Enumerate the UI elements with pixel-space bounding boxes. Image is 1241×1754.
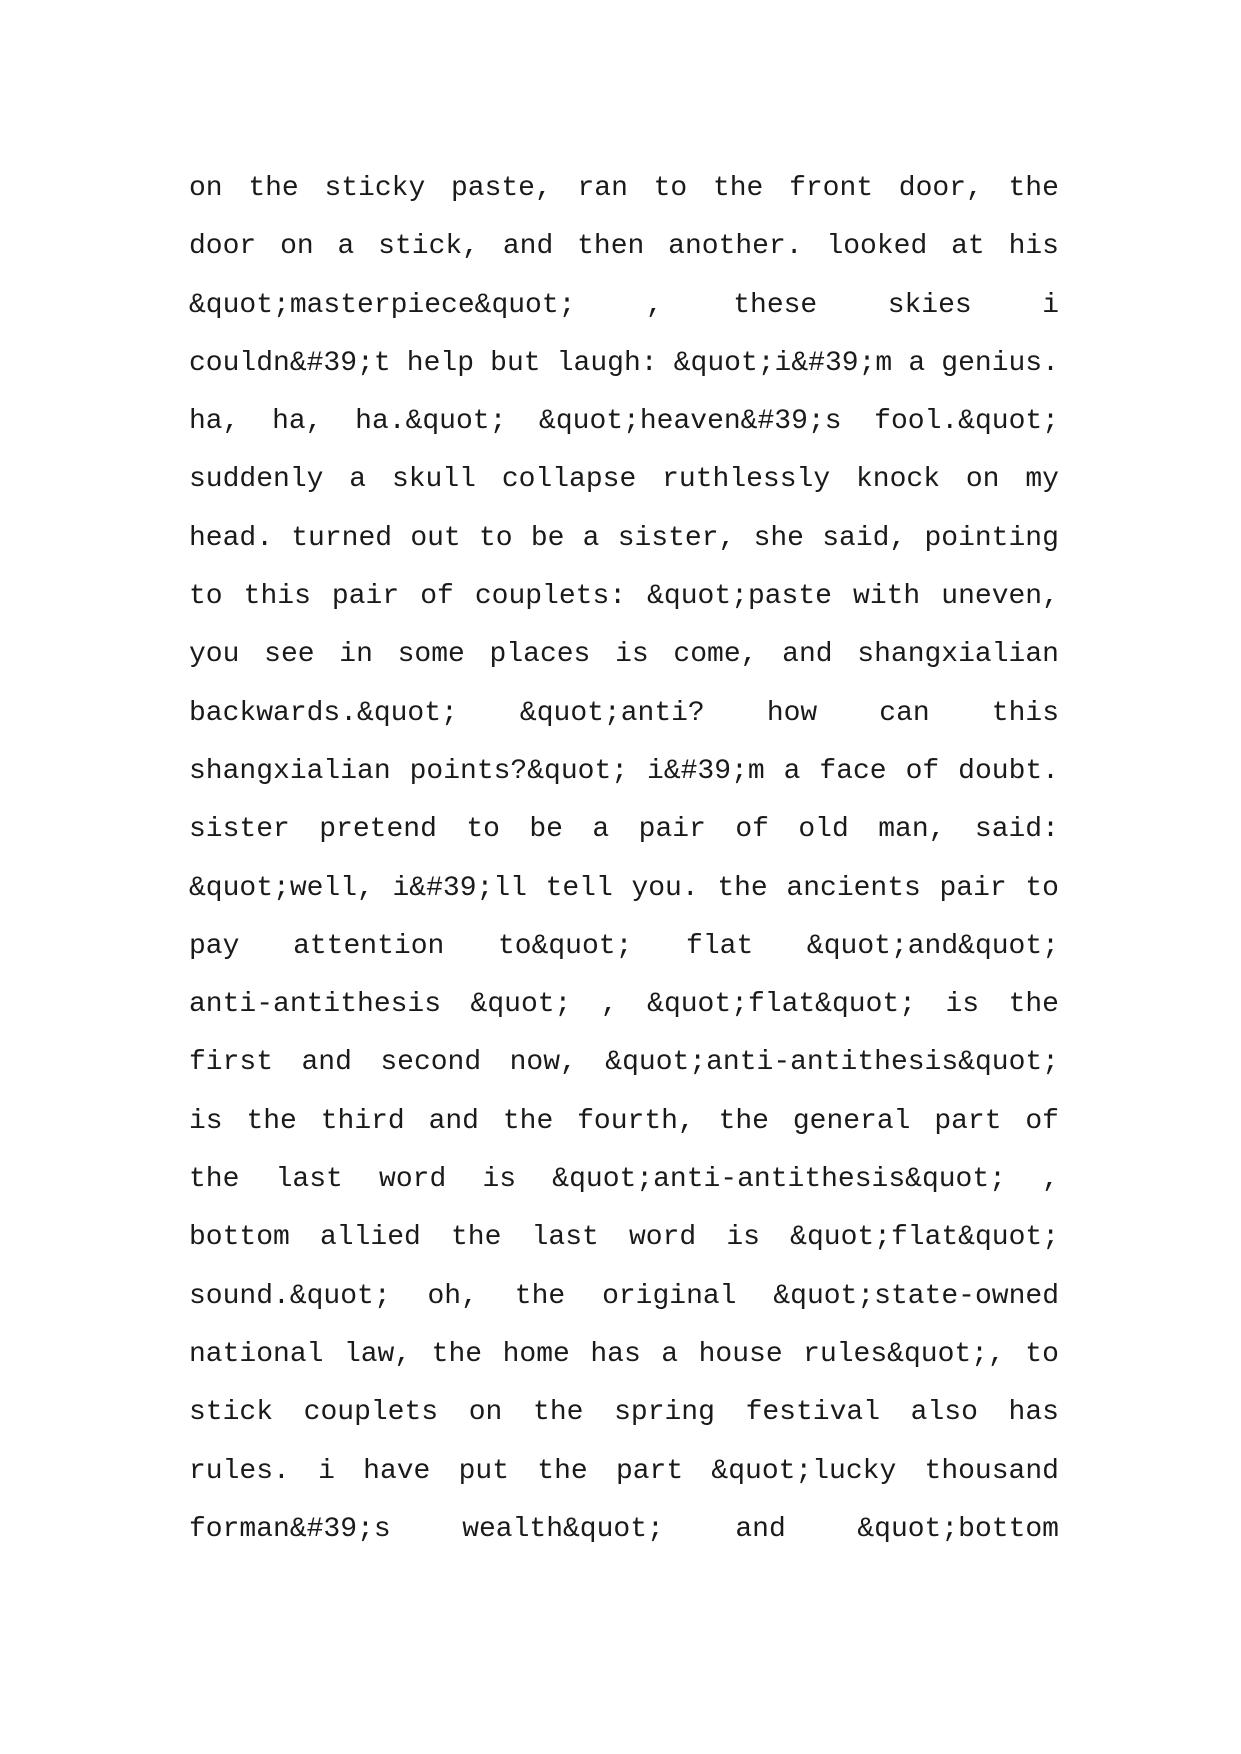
word: help (406, 347, 475, 379)
word: &quot;heaven&#39;s (539, 406, 842, 438)
word: and (735, 1513, 786, 1545)
word: be (530, 522, 565, 554)
text-line (189, 1209, 1059, 1267)
word: the (514, 1280, 566, 1312)
word: word (628, 1222, 697, 1254)
word: tell (545, 872, 613, 904)
word: ha.&quot; (355, 406, 507, 438)
word: a (661, 1338, 679, 1370)
word: &quot;flat&quot; (790, 1222, 1059, 1254)
word: how (766, 697, 818, 729)
word: &quot;i&#39;m (673, 347, 893, 379)
word: house (698, 1338, 783, 1370)
text-line (189, 218, 1059, 276)
word: &quot;bottom (857, 1513, 1059, 1545)
word: part (934, 1105, 1002, 1137)
word: is (945, 989, 980, 1021)
text-line (189, 568, 1059, 626)
word: couldn&#39;t (189, 347, 391, 379)
word: pair (638, 814, 706, 846)
word: i (1042, 289, 1059, 321)
word: collapse (501, 464, 637, 496)
word: is (189, 1105, 223, 1137)
word: fourth, (577, 1105, 695, 1137)
word: ancients (786, 872, 921, 904)
word: turned (291, 522, 393, 554)
text-line (189, 1384, 1059, 1442)
word: the (246, 1105, 297, 1137)
word: this (991, 697, 1059, 729)
word: &quot;anti? (519, 697, 705, 729)
word: the (189, 1164, 240, 1196)
word: allied (320, 1222, 421, 1254)
word: word (379, 1164, 447, 1196)
word: festival (745, 1397, 880, 1429)
word: also (910, 1397, 978, 1429)
word: original (602, 1280, 737, 1312)
word: some (397, 639, 465, 671)
word: thousand (924, 1455, 1059, 1487)
word: &quot;anti-antithesis&quot; (552, 1164, 1006, 1196)
word: spring (614, 1397, 715, 1429)
word: &quot;masterpiece&quot; (189, 289, 576, 321)
text-line (189, 801, 1059, 859)
word: shangxialian (857, 639, 1059, 671)
word: the (537, 1455, 588, 1487)
word: the (533, 1397, 584, 1429)
word: second (380, 1047, 482, 1079)
word: to (1025, 872, 1059, 904)
word: couplets (303, 1397, 439, 1429)
word: face (819, 755, 887, 787)
word: part (615, 1455, 684, 1487)
word: the (248, 173, 299, 204)
text-line (189, 918, 1059, 976)
word: rules&quot;, (803, 1338, 1005, 1370)
word: sticky (324, 173, 426, 204)
word: and (301, 1047, 352, 1079)
word: stick (189, 1397, 274, 1429)
word: man, (878, 814, 946, 846)
word: stick, (378, 231, 479, 263)
word: i&#39;ll (392, 872, 527, 904)
word: his (1008, 231, 1059, 263)
word: &quot;anti-antithesis&quot; (605, 1047, 1059, 1079)
word: the (712, 173, 764, 204)
word: have (363, 1455, 431, 1487)
word: out (410, 522, 461, 554)
word: pretend (319, 814, 437, 846)
word: home (502, 1338, 570, 1370)
word: has (1008, 1397, 1059, 1429)
word: law, (343, 1338, 412, 1370)
word: to (1025, 1338, 1059, 1370)
word: &quot; (470, 989, 572, 1021)
word: skies (887, 289, 972, 321)
word: on (965, 464, 1000, 496)
word: rules. (189, 1455, 290, 1487)
word: and (502, 231, 554, 263)
text-line (189, 510, 1059, 568)
text-line (189, 860, 1059, 918)
word: last (531, 1222, 599, 1254)
body-text (189, 160, 1059, 1559)
word: these (733, 289, 818, 321)
word: i (318, 1455, 335, 1487)
word: said, (822, 522, 907, 554)
word: knock (856, 464, 941, 496)
word: old (798, 814, 849, 846)
word: sound.&quot; (189, 1280, 391, 1312)
word: a (337, 231, 355, 263)
word: sister (189, 814, 290, 846)
word: third (320, 1105, 405, 1137)
word: and (782, 639, 833, 671)
text-line (189, 335, 1059, 393)
word: can (879, 697, 930, 729)
word: is (726, 1222, 760, 1254)
word: backwards.&quot; (189, 697, 458, 729)
word: general (792, 1105, 911, 1137)
word: at (951, 231, 985, 263)
word: come, (673, 639, 758, 671)
word: a (592, 814, 610, 846)
word: now, (509, 1047, 577, 1079)
word: to&quot; (497, 930, 633, 962)
word: paste, (450, 173, 552, 204)
word: on (468, 1397, 503, 1429)
word: a (349, 464, 367, 496)
word: this (243, 581, 311, 613)
word: of (905, 755, 940, 787)
word: ruthlessly (662, 464, 831, 496)
word: suddenly (189, 464, 324, 496)
word: another. (668, 231, 803, 263)
text-line (189, 1151, 1059, 1209)
word: , (600, 989, 618, 1021)
word: of (420, 581, 454, 613)
word: &quot;well, (189, 872, 374, 904)
word: with (853, 581, 921, 613)
word: attention (293, 930, 445, 962)
word: uneven, (941, 581, 1059, 613)
word: is (615, 639, 649, 671)
word: couplets: (474, 581, 627, 613)
word: door (189, 231, 257, 263)
word: pair (331, 581, 400, 613)
text-line (189, 1326, 1059, 1384)
text-line (189, 626, 1059, 684)
word: be (529, 814, 563, 846)
word: door, (898, 173, 983, 204)
word: doubt. (958, 755, 1059, 787)
word: points?&quot; (409, 755, 629, 787)
word: shangxialian (189, 755, 391, 787)
word: ran (577, 173, 628, 204)
word: then (577, 231, 645, 263)
word: looked (826, 231, 928, 263)
word: a (783, 755, 801, 787)
word: skull (391, 464, 476, 496)
word: the (1008, 989, 1059, 1021)
text-line (189, 277, 1059, 335)
word: to (189, 581, 223, 613)
word: bottom (189, 1222, 290, 1254)
word: see (264, 639, 315, 671)
word: &quot;and&quot; (806, 930, 1059, 962)
text-line (189, 1093, 1059, 1151)
word: fool.&quot; (874, 406, 1059, 438)
word: the (717, 872, 768, 904)
text-line (189, 393, 1059, 451)
word: the (1008, 173, 1059, 204)
word: anti-antithesis (189, 989, 442, 1021)
word: i&#39;m (647, 755, 765, 787)
word: a (908, 347, 926, 379)
word: the (451, 1222, 502, 1254)
word: front (789, 173, 874, 204)
word: has (590, 1338, 641, 1370)
word: places (489, 639, 591, 671)
word: my (1025, 464, 1059, 496)
word: forman&#39;s (189, 1513, 391, 1545)
word: first (189, 1047, 274, 1079)
word: last (275, 1164, 343, 1196)
text-line (189, 685, 1059, 743)
word: &quot;paste (647, 581, 832, 613)
word: &quot;lucky (711, 1455, 897, 1487)
text-line (189, 1268, 1059, 1326)
word: pay (189, 930, 240, 962)
word: laugh: (556, 347, 658, 379)
word: , (1042, 1164, 1059, 1196)
word: ha, (272, 406, 323, 438)
word: the (502, 1105, 554, 1137)
word: on (280, 231, 314, 263)
word: put (458, 1455, 510, 1487)
text-line (189, 976, 1059, 1034)
word: to (478, 522, 513, 554)
word: to (653, 173, 688, 204)
word: is (482, 1164, 517, 1196)
word: but (490, 347, 541, 379)
word: ha, (189, 406, 240, 438)
word: a (582, 522, 600, 554)
word: and (428, 1105, 479, 1137)
word: genius. (941, 347, 1059, 379)
word: you (189, 639, 240, 671)
text-line (189, 160, 1059, 218)
text-line (189, 1443, 1059, 1501)
word: pair (939, 872, 1007, 904)
word: in (339, 639, 373, 671)
word: , (645, 289, 663, 321)
word: of (735, 814, 769, 846)
word: &quot;flat&quot; (647, 989, 916, 1021)
word: you. (631, 872, 699, 904)
word: on (189, 173, 223, 204)
word: wealth&quot; (462, 1513, 664, 1545)
text-line (189, 1034, 1059, 1092)
text-line (189, 1501, 1059, 1559)
word: the (431, 1338, 483, 1370)
word: said: (974, 814, 1059, 846)
word: head. (189, 522, 274, 554)
word: flat (686, 930, 754, 962)
word: sister, (617, 522, 736, 554)
word: &quot;state-owned (773, 1280, 1059, 1312)
text-line (189, 743, 1059, 801)
word: to (466, 814, 500, 846)
word: the (718, 1105, 769, 1137)
text-line (189, 451, 1059, 509)
word: she (753, 522, 804, 554)
word: oh, (427, 1280, 478, 1312)
word: pointing (924, 522, 1059, 554)
word: of (1025, 1105, 1059, 1137)
word: national (189, 1338, 324, 1370)
